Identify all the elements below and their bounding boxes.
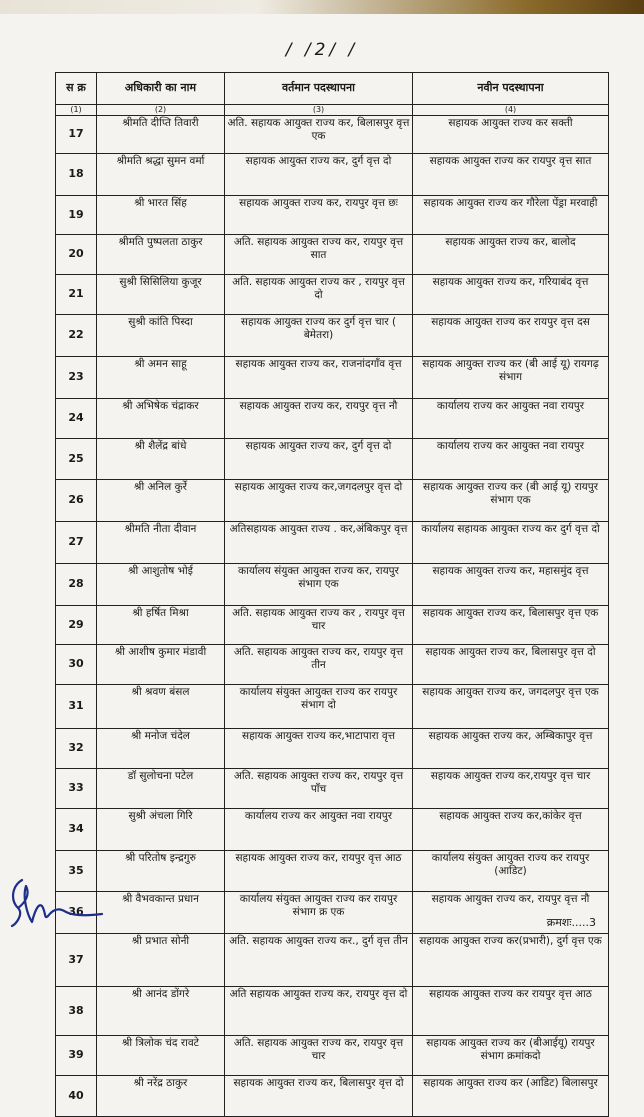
officer-name-cell: श्री आशीष कुमार मंडावी <box>97 645 225 685</box>
new-posting-cell: सहायक आयुक्त राज्य कर (आडिट) बिलासपुर <box>413 1076 609 1117</box>
new-posting-cell: सहायक आयुक्त राज्य कर, महासमुंद वृत्त <box>413 564 609 606</box>
officer-name-cell: श्रीमति श्रद्धा सुमन वर्मा <box>97 154 225 196</box>
table-row <box>56 934 609 987</box>
new-posting-cell: सहायक आयुक्त राज्य कर गौरेला पेंड्रा मरवाही <box>413 196 609 235</box>
officer-name-cell: श्री आशुतोष भोई <box>97 564 225 606</box>
table-row <box>56 439 609 480</box>
officer-name-cell: श्री भारत सिंह <box>97 196 225 235</box>
new-posting-cell: सहायक आयुक्त राज्य कर, अम्बिकापुर वृत्त <box>413 729 609 769</box>
current-posting-cell: अति. सहायक आयुक्त राज्य कर , रायपुर वृत्त दो <box>225 275 413 315</box>
table-row <box>56 480 609 522</box>
officer-name-cell: श्री त्रिलोक चंद रावटे <box>97 1036 225 1076</box>
table-row <box>56 275 609 315</box>
continued-note: क्रमशः.....3 <box>546 916 596 929</box>
table-row <box>56 606 609 645</box>
serial-number-cell: 24 <box>56 399 97 439</box>
table-row <box>56 235 609 275</box>
new-posting-cell: सहायक आयुक्त राज्य कर सक्ती <box>413 116 609 154</box>
table-row <box>56 809 609 851</box>
header-officer-name: अधिकारी का नाम <box>97 73 225 105</box>
officer-name-cell: डॉ सुलोचना पटेल <box>97 769 225 809</box>
table-row <box>56 196 609 235</box>
current-posting-cell: अति. सहायक आयुक्त राज्य कर, रायपुर वृत्त पाँच <box>225 769 413 809</box>
table-row <box>56 729 609 769</box>
new-posting-cell: कार्यालय सहायक आयुक्त राज्य कर दुर्ग वृत्त दो <box>413 522 609 564</box>
table-row <box>56 116 609 154</box>
serial-number-cell: 18 <box>56 154 97 196</box>
table-body <box>56 116 609 1117</box>
current-posting-cell: सहायक आयुक्त राज्य कर, राजनांदगाँव वृत्त <box>225 357 413 399</box>
current-posting-cell: कार्यालय संयुक्त आयुक्त राज्य कर रायपुर संभाग दो <box>225 685 413 729</box>
new-posting-cell: सहायक आयुक्त राज्य कर रायपुर वृत्त दस <box>413 315 609 357</box>
new-posting-cell: कार्यालय संयुक्त आयुक्त राज्य कर रायपुर (आडिट) <box>413 851 609 892</box>
officer-name-cell: श्री मनोज चंदेल <box>97 729 225 769</box>
new-posting-cell: सहायक आयुक्त राज्य कर रायपुर वृत्त आठ <box>413 987 609 1036</box>
serial-number-cell: 22 <box>56 315 97 357</box>
column-number: (4) <box>413 105 609 116</box>
officer-name-cell: श्री हर्षित मिश्रा <box>97 606 225 645</box>
serial-number-cell: 30 <box>56 645 97 685</box>
new-posting-cell: सहायक आयुक्त राज्य कर (बीआईयू) रायपुर संभाग क्रमांकदो <box>413 1036 609 1076</box>
officer-name-cell: श्रीमति दीप्ति तिवारी <box>97 116 225 154</box>
table-row <box>56 851 609 892</box>
transfer-table <box>55 72 609 1117</box>
serial-number-cell: 21 <box>56 275 97 315</box>
table-row <box>56 357 609 399</box>
header-current-posting: वर्तमान पदस्थापना <box>225 73 413 105</box>
officer-name-cell: सुश्री अंचला गिरि <box>97 809 225 851</box>
current-posting-cell: सहायक आयुक्त राज्य कर, बिलासपुर वृत्त दो <box>225 1076 413 1117</box>
officer-name-cell: सुश्री कांति पिस्दा <box>97 315 225 357</box>
current-posting-cell: अतिसहायक आयुक्त राज्य . कर,अंबिकपुर वृत्त <box>225 522 413 564</box>
serial-number-cell: 32 <box>56 729 97 769</box>
serial-number-cell: 29 <box>56 606 97 645</box>
signature-mark <box>8 872 108 930</box>
officer-name-cell: श्री शैलेंद्र बांधे <box>97 439 225 480</box>
new-posting-cell: सहायक आयुक्त राज्य कर, बिलासपुर वृत्त एक <box>413 606 609 645</box>
officer-name-cell: श्रीमति पुष्पलता ठाकुर <box>97 235 225 275</box>
officer-name-cell: श्री नरेंद्र ठाकुर <box>97 1076 225 1117</box>
table-row <box>56 645 609 685</box>
serial-number-cell: 17 <box>56 116 97 154</box>
current-posting-cell: सहायक आयुक्त राज्य कर, रायपुर वृत्त आठ <box>225 851 413 892</box>
officer-name-cell: श्री अनिल कुर्रे <box>97 480 225 522</box>
header-serial: स क्र <box>56 73 97 105</box>
current-posting-cell: अति. सहायक आयुक्त राज्य कर, रायपुर वृत्त चार <box>225 1036 413 1076</box>
current-posting-cell: सहायक आयुक्त राज्य कर, दुर्ग वृत्त दो <box>225 154 413 196</box>
table-row <box>56 154 609 196</box>
officer-name-cell: श्री वैभवकान्त प्रधान <box>97 892 225 934</box>
current-posting-cell: अति. सहायक आयुक्त राज्य कर, रायपुर वृत्त सात <box>225 235 413 275</box>
new-posting-cell: सहायक आयुक्त राज्य कर, बालोद <box>413 235 609 275</box>
new-posting-cell: सहायक आयुक्त राज्य कर रायपुर वृत्त सात <box>413 154 609 196</box>
new-posting-cell: सहायक आयुक्त राज्य कर, गरियाबंद वृत्त <box>413 275 609 315</box>
serial-number-cell: 34 <box>56 809 97 851</box>
new-posting-cell: सहायक आयुक्त राज्य कर,कांकेर वृत्त <box>413 809 609 851</box>
serial-number-cell: 37 <box>56 934 97 987</box>
new-posting-cell: सहायक आयुक्त राज्य कर (बी आई यू) रायपुर संभाग एक <box>413 480 609 522</box>
current-posting-cell: कार्यालय संयुक्त आयुक्त राज्य कर रायपुर संभाग क्र एक <box>225 892 413 934</box>
current-posting-cell: सहायक आयुक्त राज्य कर, रायपुर वृत्त नौ <box>225 399 413 439</box>
table-header <box>56 73 609 116</box>
serial-number-cell: 26 <box>56 480 97 522</box>
officer-name-cell: श्री आनंद डोंगरे <box>97 987 225 1036</box>
serial-number-cell: 19 <box>56 196 97 235</box>
table-row <box>56 315 609 357</box>
serial-number-cell: 20 <box>56 235 97 275</box>
new-posting-cell: सहायक आयुक्त राज्य कर (बी आई यू) रायगढ़ संभाग <box>413 357 609 399</box>
table-row <box>56 564 609 606</box>
current-posting-cell: सहायक आयुक्त राज्य कर, रायपुर वृत्त छः <box>225 196 413 235</box>
current-posting-cell: सहायक आयुक्त राज्य कर दुर्ग वृत्त चार ( बेमेतरा) <box>225 315 413 357</box>
officer-name-cell: श्री श्रवण बंसल <box>97 685 225 729</box>
new-posting-cell: सहायक आयुक्त राज्य कर,रायपुर वृत्त चार <box>413 769 609 809</box>
table-row <box>56 685 609 729</box>
new-posting-cell: सहायक आयुक्त राज्य कर, जगदलपुर वृत्त एक <box>413 685 609 729</box>
serial-number-cell: 40 <box>56 1076 97 1117</box>
new-posting-cell: कार्यालय राज्य कर आयुक्त नवा रायपुर <box>413 399 609 439</box>
current-posting-cell: अति. सहायक आयुक्त राज्य कर, रायपुर वृत्त तीन <box>225 645 413 685</box>
officer-name-cell: श्री परितोष इन्द्रगुरु <box>97 851 225 892</box>
table-row <box>56 399 609 439</box>
new-posting-cell: सहायक आयुक्त राज्य कर(प्रभारी), दुर्ग वृत्त एक <box>413 934 609 987</box>
serial-number-cell: 36 <box>56 892 97 934</box>
header-new-posting: नवीन पदस्थापना <box>413 73 609 105</box>
table-row <box>56 522 609 564</box>
new-posting-cell: सहायक आयुक्त राज्य कर, बिलासपुर वृत्त दो <box>413 645 609 685</box>
column-number: (2) <box>97 105 225 116</box>
serial-number-cell: 23 <box>56 357 97 399</box>
current-posting-cell: अति. सहायक आयुक्त राज्य कर, बिलासपुर वृत्त एक <box>225 116 413 154</box>
serial-number-cell: 35 <box>56 851 97 892</box>
current-posting-cell: कार्यालय संयुक्त आयुक्त राज्य कर, रायपुर संभाग एक <box>225 564 413 606</box>
scan-top-edge <box>0 0 644 14</box>
new-posting-cell: कार्यालय राज्य कर आयुक्त नवा रायपुर <box>413 439 609 480</box>
current-posting-cell: सहायक आयुक्त राज्य कर,भाटापारा वृत्त <box>225 729 413 769</box>
serial-number-cell: 27 <box>56 522 97 564</box>
column-number: (1) <box>56 105 97 116</box>
serial-number-cell: 39 <box>56 1036 97 1076</box>
current-posting-cell: अति सहायक आयुक्त राज्य कर, रायपुर वृत्त दो <box>225 987 413 1036</box>
column-number: (3) <box>225 105 413 116</box>
serial-number-cell: 31 <box>56 685 97 729</box>
serial-number-cell: 38 <box>56 987 97 1036</box>
officer-name-cell: श्री अमन साहू <box>97 357 225 399</box>
new-posting-cell: सहायक आयुक्त राज्य कर, रायपुर वृत्त नौ <box>413 892 609 934</box>
officer-name-cell: सुश्री सिसिलिया कुजूर <box>97 275 225 315</box>
current-posting-cell: कार्यालय राज्य कर आयुक्त नवा रायपुर <box>225 809 413 851</box>
current-posting-cell: अति. सहायक आयुक्त राज्य कर., दुर्ग वृत्त तीन <box>225 934 413 987</box>
table-row <box>56 892 609 934</box>
serial-number-cell: 28 <box>56 564 97 606</box>
officer-name-cell: श्री अभिषेक चंद्राकर <box>97 399 225 439</box>
table-row <box>56 1076 609 1117</box>
page-marker: / /2/ / <box>285 40 359 60</box>
current-posting-cell: सहायक आयुक्त राज्य कर,जगदलपुर वृत्त दो <box>225 480 413 522</box>
table-row <box>56 1036 609 1076</box>
serial-number-cell: 33 <box>56 769 97 809</box>
officer-name-cell: श्री प्रभात सोनी <box>97 934 225 987</box>
current-posting-cell: सहायक आयुक्त राज्य कर, दुर्ग वृत्त दो <box>225 439 413 480</box>
current-posting-cell: अति. सहायक आयुक्त राज्य कर , रायपुर वृत्त चार <box>225 606 413 645</box>
officer-name-cell: श्रीमति नीता दीवान <box>97 522 225 564</box>
table-row <box>56 769 609 809</box>
table-row <box>56 987 609 1036</box>
serial-number-cell: 25 <box>56 439 97 480</box>
